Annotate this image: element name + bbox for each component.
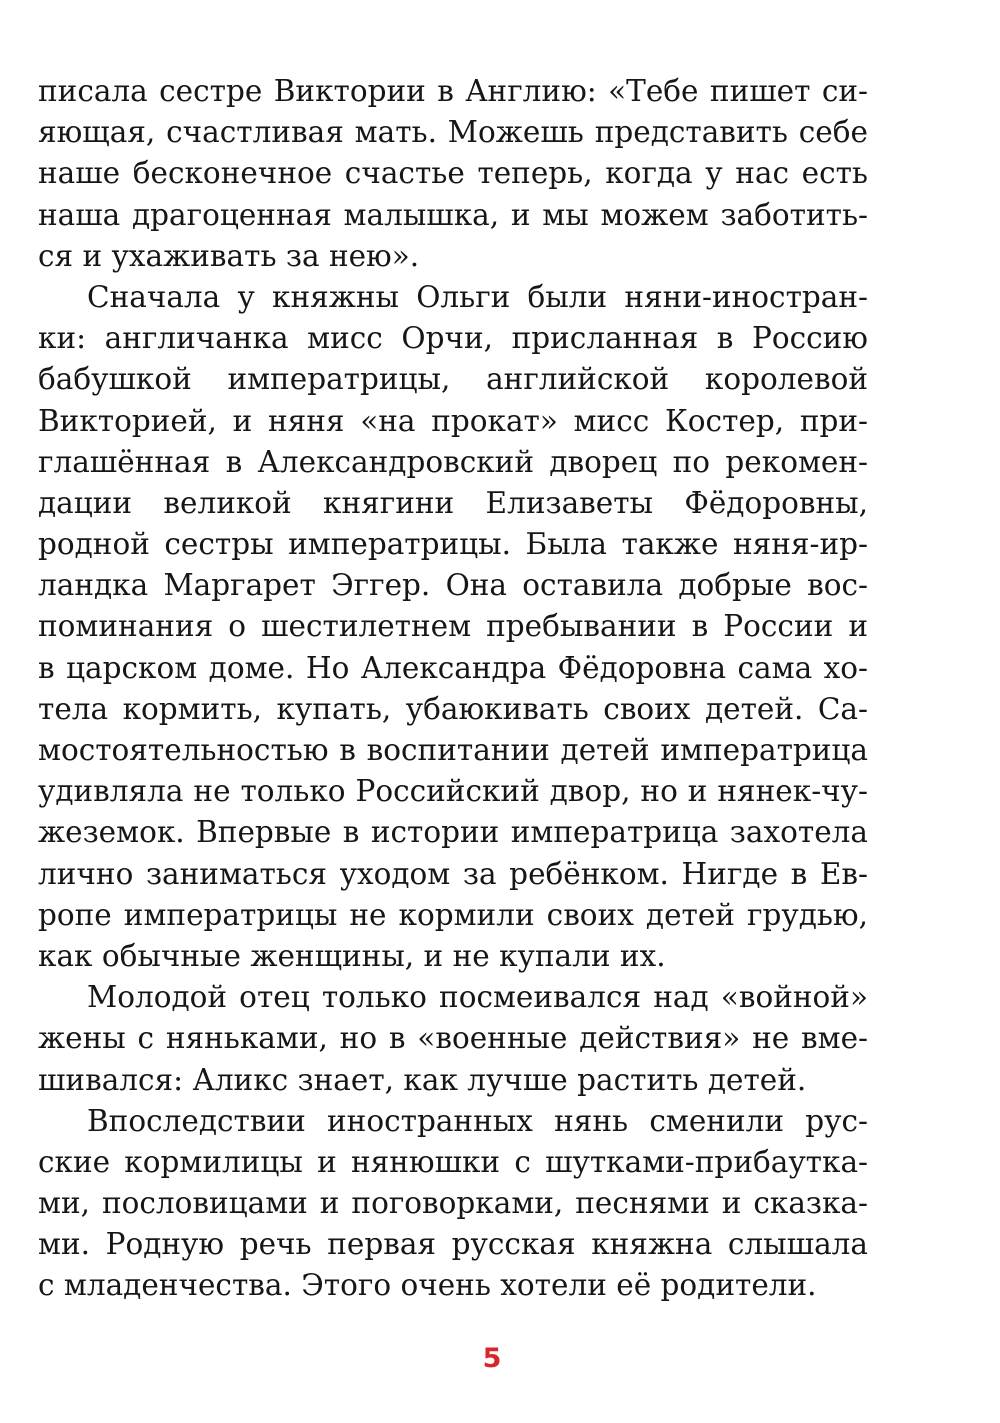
text-line: жены с няньками, но в «военные действия» не вме- [38, 1021, 868, 1056]
paragraph-2 [38, 277, 868, 977]
text-line: жеземок. Впервые в истории императрица захотела [38, 815, 868, 850]
text-line: наше бесконечное счастье теперь, когда у нас есть [38, 156, 868, 191]
text-line: яющая, счастливая мать. Можешь представить себе [38, 115, 868, 150]
body-text [38, 71, 868, 1307]
text-line: ми, пословицами и поговорками, песнями и сказка- [38, 1186, 868, 1221]
page-number: 5 [482, 1343, 502, 1374]
text-line: ские кормилицы и нянюшки с шутками-прибаутка- [38, 1144, 868, 1179]
text-line: наша драгоценная малышка, и мы можем заботить- [38, 197, 868, 232]
paragraph-1 [38, 71, 868, 277]
text-line: родной сестры императрицы. Была также няня-ир- [38, 527, 868, 562]
text-line: глашённая в Александровский дворец по рекомен- [38, 444, 868, 479]
text-line: Молодой отец только посмеивался над «войной» [87, 980, 868, 1015]
text-line: мостоятельностью в воспитании детей императрица [38, 733, 868, 767]
text-line: как обычные женщины, и не купали их. [38, 938, 666, 973]
text-line: в царском доме. Но Александра Фёдоровна сама хо- [38, 650, 868, 685]
text-line: лично заниматься уходом за ребёнком. Нигде в Ев- [38, 856, 868, 891]
text-line: дации великой княгини Елизаветы Фёдоровны, [38, 485, 868, 520]
paragraph-3 [38, 977, 868, 1101]
text-line: бабушкой императрицы, английской королевой [38, 362, 868, 397]
text-line: с младенчества. Этого очень хотели её родители. [38, 1268, 817, 1303]
text-line: Викторией, и няня «на прокат» мисс Костер, при- [38, 403, 868, 438]
text-line: ся и ухаживать за нею». [38, 238, 420, 273]
text-line: Сначала у княжны Ольги были няни-иностран- [87, 279, 868, 314]
paragraph-4 [38, 1101, 868, 1307]
text-line: ропе императрицы не кормили своих детей грудью, [38, 897, 868, 932]
text-line: ми. Родную речь первая русская княжна слышала [38, 1227, 868, 1262]
text-line: писала сестре Виктории в Англию: «Тебе пишет си- [38, 74, 868, 108]
text-line: удивляла не только Российский двор, но и нянек-чу- [38, 774, 868, 809]
text-line: ки: англичанка мисс Орчи, присланная в Россию [38, 321, 868, 356]
text-line: поминания о шестилетнем пребывании в России и [38, 609, 868, 644]
text-line: ландка Маргарет Эггер. Она оставила добрые вос- [38, 568, 868, 603]
text-line: тела кормить, купать, убаюкивать своих детей. Са- [38, 691, 868, 726]
text-line: Впоследствии иностранных нянь сменили рус- [87, 1103, 868, 1138]
text-line: шивался: Аликс знает, как лучше растить детей. [38, 1062, 807, 1097]
